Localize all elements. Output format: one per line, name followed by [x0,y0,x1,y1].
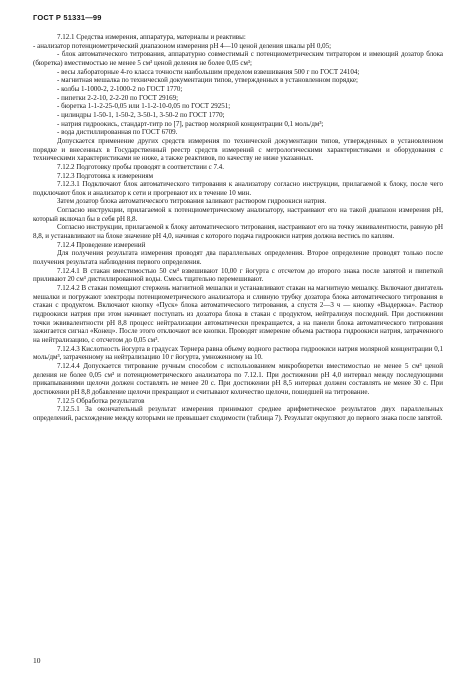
paragraph: 7.12.4.3 Кислотность йогурта в градусах Тернера равна объему водного раствора гидроокиси натрия молярной концентрации 0,1 моль/дм³, затраченному на нейтрализацию 10 г йогурта, умноженному на 10. [33,344,443,362]
paragraph: 7.12.5.1 За окончательный результат измерения принимают среднее арифметическое результатов двух параллельных определений, расхождение между которыми не превышает сходимости (таблица 7). Результат округляют до первого знака после запятой. [33,405,443,422]
paragraph: 7.12.1 Средства измерения, аппаратура, материалы и реактивы: [57,33,246,41]
document-header: ГОСТ Р 51331—99 [33,13,102,22]
paragraph: Согласно инструкции, прилагаемой к блоку автоматического титрования, настраивают его на точку эквивалентности, равную pH 8,8, и устанавливают на блоке значение pH 4,0, начиная с которого подача гидроокиси натрия должна вестись по каплям. [33,223,443,241]
paragraph: 7.12.3 Подготовка к измерениям [57,171,154,180]
paragraph: Затем дозатор блока автоматического титрования заливают раствором гидроокиси натрия. [57,197,327,206]
paragraph: - бюретка 1-1-2-25-0,05 или 1-1-2-10-0,05 по ГОСТ 29251; [57,102,231,111]
paragraph: - блок автоматического титрования, аппаратурно совместимый с потенциометрическим титратором и имеющий дозатор блока (бюретка) вместимостью не менее 5 см³ ценой деления не более 0,05 см³; [33,50,443,67]
page-number: 10 [33,656,41,665]
paragraph: - анализатор потенциометрический диапазоном измерения pH 4—10 ценой деления шкалы pH 0,05; [33,41,332,50]
paragraph: - пипетки 2-2-10, 2-2-20 по ГОСТ 29169; [57,93,179,102]
paragraph: - натрия гидроокись, стандарт-титр по [7], раствор молярной концентрации 0,1 моль/дм³; [57,119,324,128]
paragraph: 7.12.4.4 Допускается титрование ручным способом с использованием микробюретки вместимостью не менее 5 см³ ценой деления не более 0,05 см³ и потенциометрического анализатора по 7.12.1. При достижении pH 4,0 интервал между последующими прикапываниями щелочи должен составлять не менее 20 с. При достижении pH 8,5 интервал должен составлять не менее 30 с. При достижении pH 8,8 добавление щелочи прекращают и считывают количество щелочи, пошедшей на титрование. [33,361,443,396]
paragraph: - магнитная мешалка по технической документации типов, утвержденных в установленном порядке; [57,76,358,85]
document-body [33,33,443,423]
paragraph: 7.12.5 Обработка результатов [57,396,145,405]
paragraph: Допускается применение других средств измерения по технической документации типов, утвержденных в установленном порядке и внесенных в Государственный реестр средств измерений с метрологическими характеристиками и оборудования с техническими характеристиками не ниже, а также реактивов, по качеству не ниже указанных. [33,136,443,163]
paragraph: 7.12.3.1 Подключают блок автоматического титрования к анализатору согласно инструкции, прилагаемой к блоку, после чего подключают блок и анализатор к сети и прогревают их в течение 10 мин. [33,180,443,197]
paragraph: - весы лабораторные 4-го класса точности наибольшим пределом взвешивания 500 г по ГОСТ 24104; [57,67,360,76]
paragraph: - вода дистиллированная по ГОСТ 6709. [57,128,178,137]
paragraph: Согласно инструкции, прилагаемой к потенциометрическому анализатору, настраивают его на такой диапазон измерения pH, который включал бы в себя pH 8,8. [33,206,443,223]
paragraph: 7.12.4.1 В стакан вместимостью 50 см³ взвешивают 10,00 г йогурта с отсчетом до второго знака после запятой и пипеткой приливают 20 см³ дистиллированной воды. Смесь тщательно перемешивают. [33,266,443,284]
paragraph: - цилиндры 1-50-1, 1-50-2, 3-50-1, 3-50-2 по ГОСТ 1770; [57,110,225,119]
paragraph: 7.12.4 Проведение измерений [57,240,146,249]
paragraph: 7.12.2 Подготовку пробы проводят в соответствии с 7.4. [57,162,224,171]
paragraph: Для получения результата измерения проводят два параллельных определения. Второе определение проводят только после получения результата наблюдения первого определения. [33,249,443,267]
paragraph: 7.12.4.2 В стакан помещают стержень магнитной мешалки и устанавливают стакан на магнитную мешалку. Включают двигатель мешалки и погружают электроды потенциометрического анализатора и сливную трубку дозатора блока автоматического титрования в стакан с продуктом. Включают кнопку «Пуск» блока автоматического титрования, а спустя 2—3 ч — кнопку «Выдержка». Раствор гидроокиси натрия при этом начинает поступать из дозатора блока в стакан с продуктом, нейтрализуя последний. При достижении точки эквивалентности pH 8,8 процесс нейтрализации автоматически прекращается, а на панели блока автоматического титрования зажигается сигнал «Конец». После этого отключают все кнопки. Проводят измерение объема раствора гидроокиси натрия, затраченного на нейтрализацию, с отсчетом до 0,05 см³. [33,284,443,344]
paragraph: - колбы 1-1000-2, 2-1000-2 по ГОСТ 1770; [57,84,183,93]
